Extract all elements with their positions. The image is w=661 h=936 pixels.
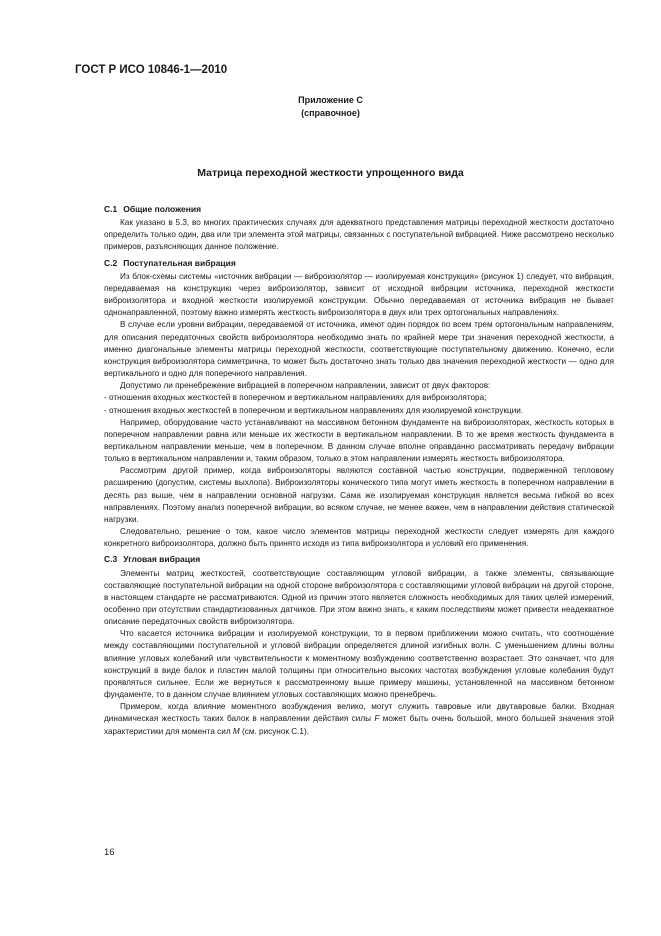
text-run: Примером, когда влияние моментного возбуждения велико, могут служить тавровые или двутавровые балки. Входная динамическая жесткость таких балок в направлении действия силы — [104, 702, 614, 724]
section-number: С.3 — [104, 554, 118, 565]
document-body — [104, 200, 614, 738]
appendix-title: Матрица переходной жесткости упрощенного вида — [197, 167, 464, 179]
paragraph: В случае если уровни вибрации, передаваемой от источника, имеют один порядок по всем трем ортогональным направлениям, для описания передаточных свойств виброизолятора необходимо знать по крайней мере три значения переходной жесткости, а именно диагональные элементы матрицы переходной жесткости, соответствующие поступательному движению. Конечно, если конструкция виброизолятора симметрична, то может быть достаточно знать только два значения переходной жесткости — одно для вертикального и одно для поперечного направления. — [104, 320, 614, 379]
paragraph: Следовательно, решение о том, какое число элементов матрицы переходной жесткости следует измерять для каждого конкретного виброизолятора, должно быть принято исходя из типа виброизолятора и условий его применения. — [104, 527, 614, 549]
section-number: С.1 — [104, 204, 118, 214]
page-number: 16 — [104, 847, 115, 858]
section-heading-c3 — [104, 553, 614, 565]
document-header: ГОСТ Р ИСО 10846-1—2010 — [75, 64, 228, 76]
paragraph: Допустимо ли пренебрежение вибрацией в поперечном направлении, зависит от двух факторов: — [120, 381, 491, 391]
paragraph: Элементы матриц жесткостей, соответствующие составляющим угловой вибрации, а также элементы, связывающие составляющие поступательной вибрации на одной стороне виброизолятора с составляющими угловой вибрации на другой стороне, в настоящем стандарте не рассматриваются. Одной из причин этого является сложность необходимых для таких целей измерений, особенно при отсутствии стандартизованных датчиков. При этом важно знать, к каким последствиям может привести неадекватное описание передаточных свойств виброизолятора. — [104, 568, 614, 627]
text-run: может быть очень большой, много большей значения этой характеристики для момента сил — [104, 714, 614, 736]
list-item: - отношения входных жесткостей в поперечном и вертикальном направлениях для изолируемой конструкции. — [104, 405, 524, 415]
section-number: С.2 — [104, 257, 118, 268]
variable-force: F — [374, 714, 380, 724]
paragraph: Например, оборудование часто устанавливают на массивном бетонном фундаменте на виброизоляторах, жесткость которых в поперечном направлении равна или меньше их жесткости в вертикальном направлении. В то же время жесткость фундамента в вертикальном направлении меньше, чем в поперечном. В данном случае вполне оправданно рассматривать передачу вибрации только в вертикальном направлении и, таким образом, только в этом направлении измерять жесткость виброизолятора. — [104, 417, 614, 464]
paragraph: Рассмотрим другой пример, когда виброизоляторы являются составной частью конструкции, подверженной тепловому расширению (допустим, системы выхлопа). Виброизоляторы конического типа могут иметь жесткость в поперечном направлении в десять раз выше, чем в направлении основной нагрузки. Сама же изолируемая конструкция является весьма гибкой во всех направлениях. Поэтому анализ поперечной вибрации, во всяком случае, не менее важен, чем в направлении действия статической нагрузки. — [104, 466, 614, 524]
section-title: Общие положения — [123, 204, 202, 214]
paragraph: Что касается источника вибрации и изолируемой конструкции, то в первом приближении можно считать, что соотношение между составляющими поступательной и угловой вибрации определяется длиной изгибных волн. С уменьшением длины волны влияние угловых колебаний или чувствительности к моментному возбуждению соответственно возрастает. Это означает, что для конструкций в виде балок и пластин малой толщины при относительно высоких частотах возбуждения угловые колебания будут проявляться сильнее. Если же вернуться к рассмотренному выше примеру машины, установленной на массивном бетонном фундаменте, то в данном случае влиянием угловых составляющих можно пренебречь. — [104, 629, 614, 700]
section-heading-c1 — [104, 203, 614, 215]
section-title: Угловая вибрация — [123, 554, 201, 565]
section-heading-c2 — [104, 257, 614, 269]
paragraph: Из блок-схемы системы «источник вибрации — виброизолятор — изолируемая конструкция» (рисунок 1) следует, что вибрация, передаваемая на конструкцию через виброизолятор, зависит от исходной вибрации источника, переходной жесткости виброизолятора и входной жесткости изолируемой конструкции. Обычно передаваемая от источника вибрация не бывает однонаправленной, поэтому важно измерять жесткость виброизолятора в двух или трех ортогональных направлениях. — [104, 271, 614, 318]
variable-moment: M — [232, 726, 240, 736]
list-item: - отношения входных жесткостей в поперечном и вертикальном направлениях для виброизолятора; — [104, 393, 487, 403]
paragraph-last — [104, 701, 614, 737]
paragraph: Как указано в 5.3, во многих практических случаях для адекватного представления матрицы переходной жесткости достаточно определить только один, два или три элемента этой матрицы, связанных с поступательной вибрацией. Ниже рассмотрено несколько примеров, разъясняющих данное положение. — [104, 218, 614, 252]
section-title: Поступательная вибрация — [123, 257, 236, 268]
text-run: (см. рисунок С.1). — [239, 726, 309, 736]
annex-label: Приложение С — [298, 95, 363, 105]
annex-type: (справочное) — [301, 108, 360, 118]
